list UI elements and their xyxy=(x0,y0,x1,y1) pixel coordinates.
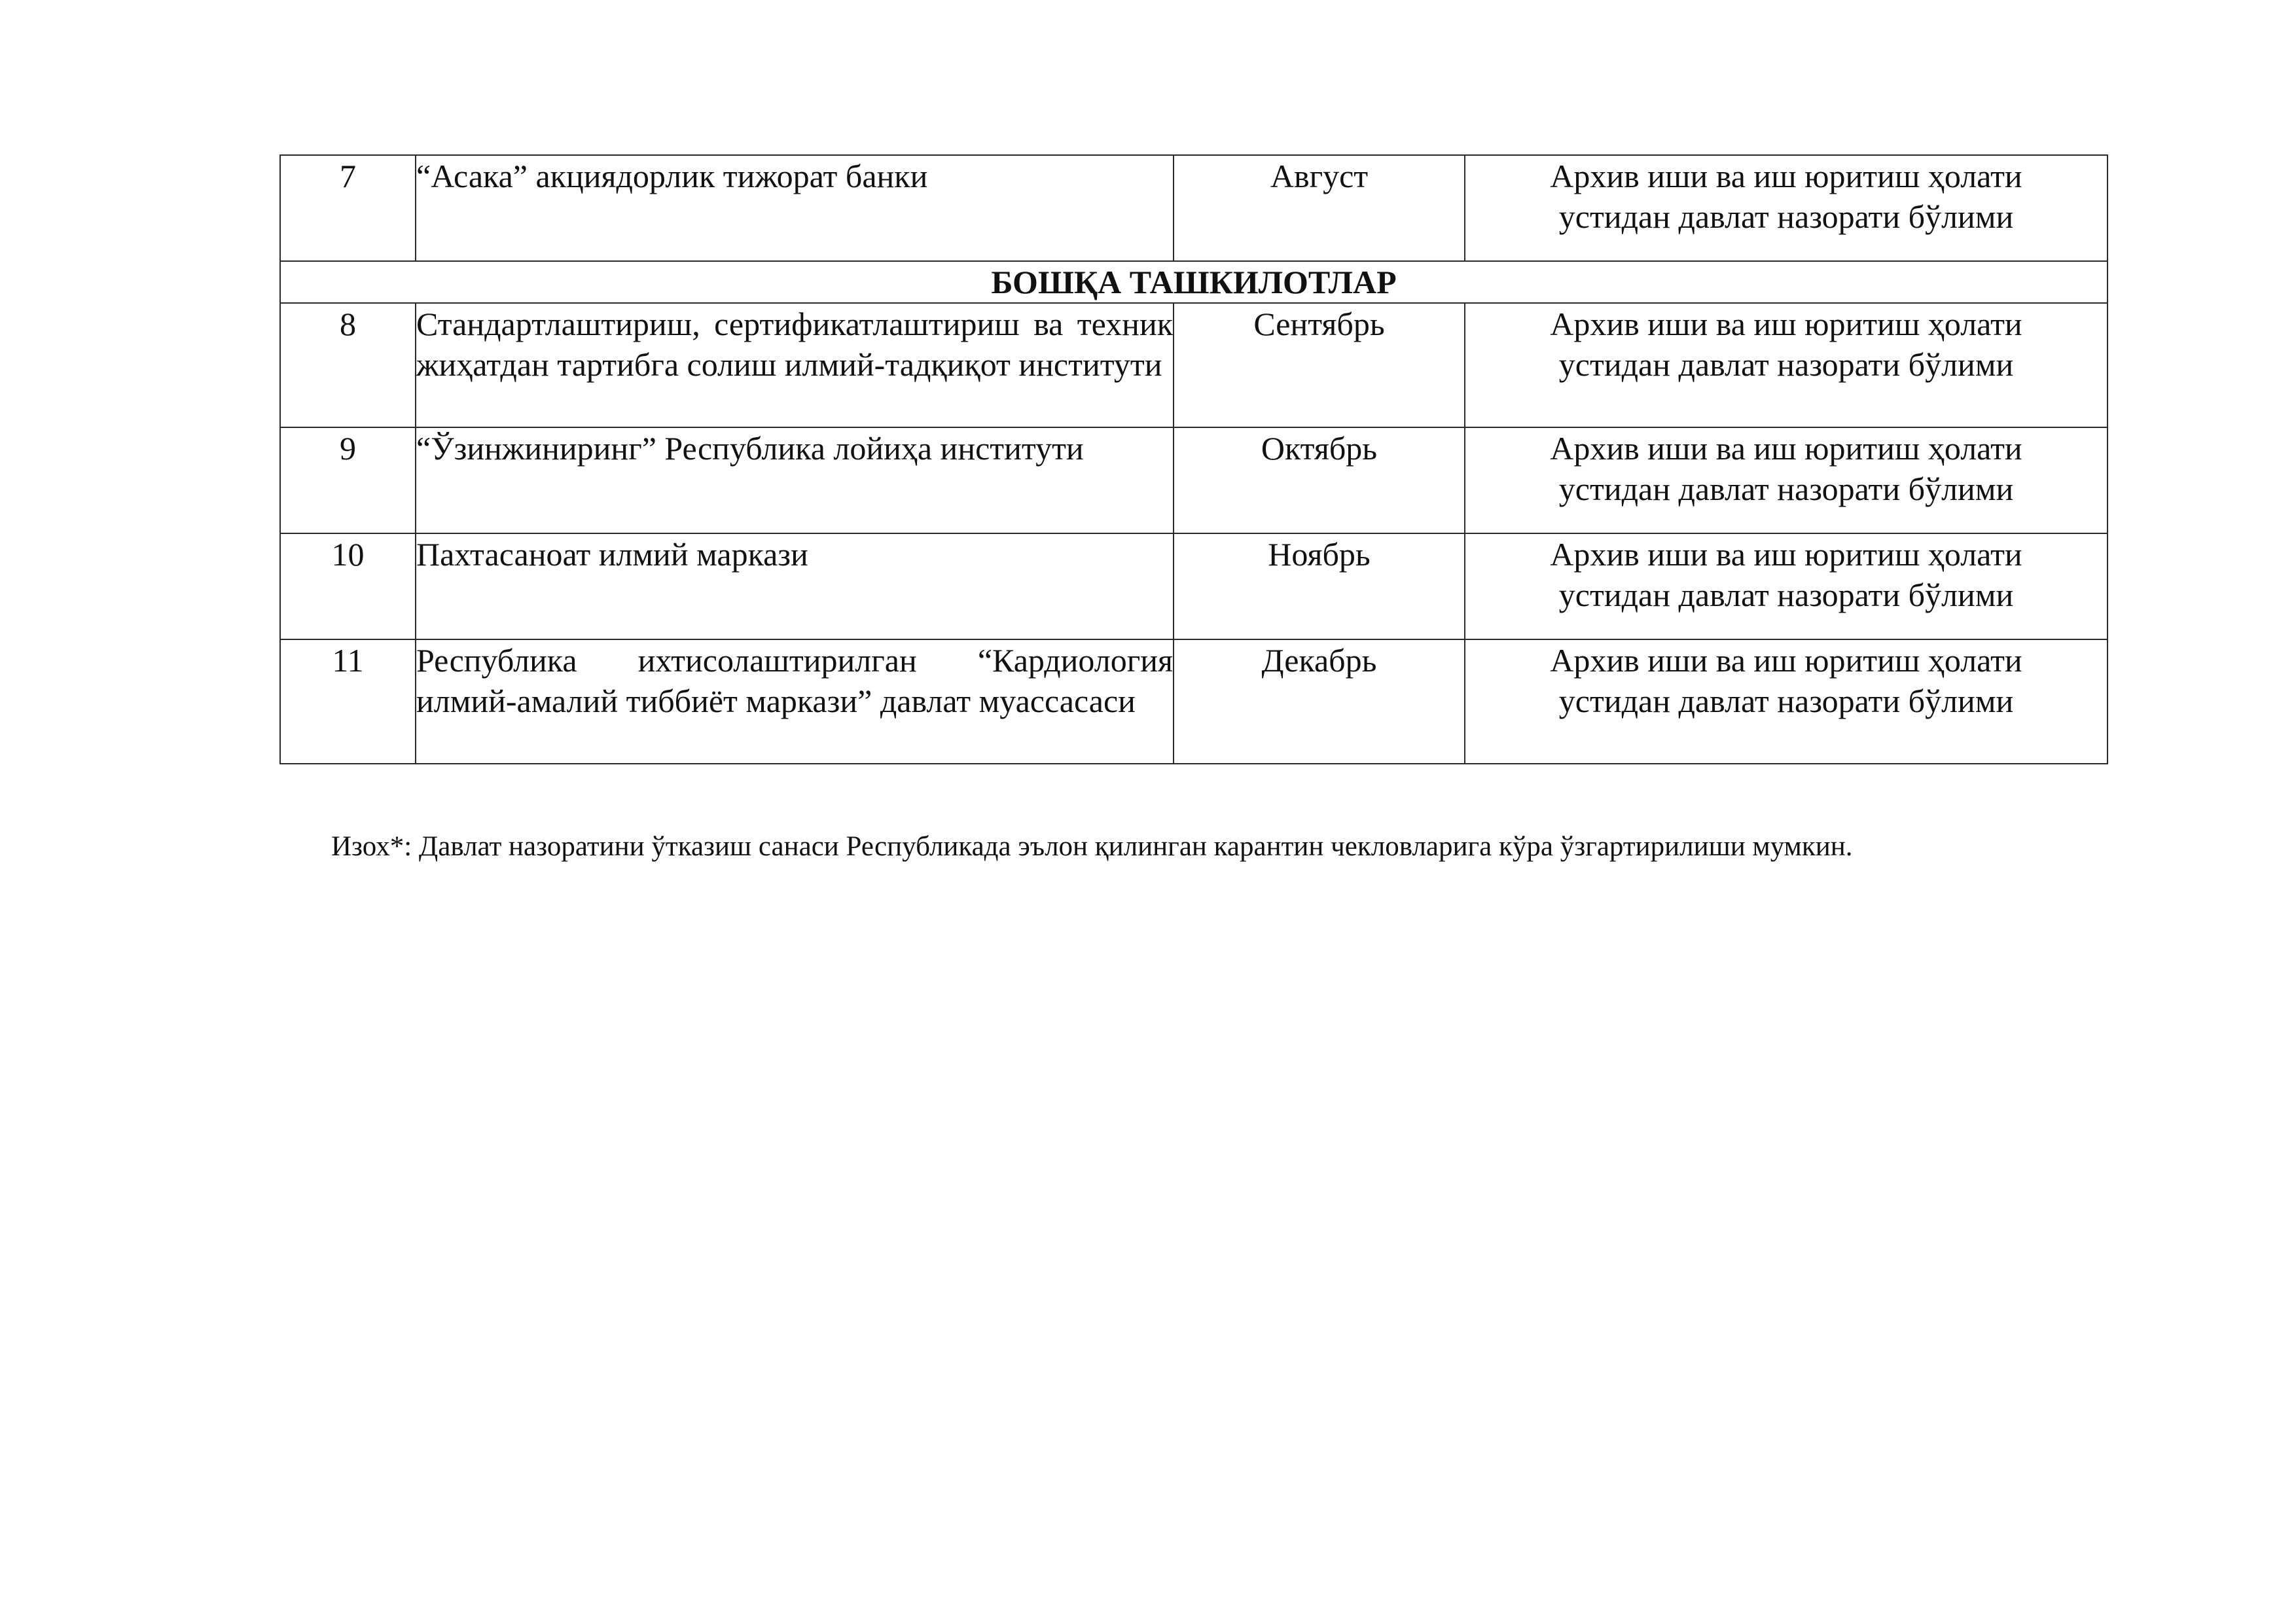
department-line: Архив иши ва иш юритиш ҳолати xyxy=(1550,158,2022,194)
department-line: устидан давлат назорати бўлими xyxy=(1558,471,2014,507)
row-number: 10 xyxy=(280,533,416,639)
department-line: Архив иши ва иш юритиш ҳолати xyxy=(1550,430,2022,467)
inspection-month: Ноябрь xyxy=(1174,533,1465,639)
row-number: 8 xyxy=(280,303,416,427)
responsible-department xyxy=(1465,427,2108,533)
table-row xyxy=(280,427,2108,533)
table-row xyxy=(280,155,2108,261)
responsible-department xyxy=(1465,155,2108,261)
section-heading-row xyxy=(280,261,2108,303)
row-number: 7 xyxy=(280,155,416,261)
section-heading: БОШҚА ТАШКИЛОТЛАР xyxy=(280,261,2108,303)
department-line: устидан давлат назорати бўлими xyxy=(1558,198,2014,235)
inspection-month: Октябрь xyxy=(1174,427,1465,533)
responsible-department xyxy=(1465,303,2108,427)
organization-name: Республика ихтисолаштирилган “Кардиология илмий-амалий тиббиёт маркази” давлат муассасаси xyxy=(416,639,1174,764)
organization-name: “Асака” акциядорлик тижорат банки xyxy=(416,155,1174,261)
footnote: Изох*: Давлат назоратини ўтказиш санаси Республикада эълон қилинган карантин чекловларига кўра ўзгартирилиши мумкин. xyxy=(331,831,1853,862)
row-number: 11 xyxy=(280,639,416,764)
responsible-department xyxy=(1465,639,2108,764)
table-row xyxy=(280,533,2108,639)
organization-name: Стандартлаштириш, сертификатлаштириш ва техник жиҳатдан тартибга солиш илмий-тадқиқот институти xyxy=(416,303,1174,427)
department-line: Архив иши ва иш юритиш ҳолати xyxy=(1550,536,2022,573)
organization-name: “Ўзинжиниринг” Республика лойиҳа институти xyxy=(416,427,1174,533)
inspection-month: Сентябрь xyxy=(1174,303,1465,427)
department-line: Архив иши ва иш юритиш ҳолати xyxy=(1550,642,2022,679)
inspection-schedule-table xyxy=(279,154,2108,764)
row-number: 9 xyxy=(280,427,416,533)
department-line: устидан давлат назорати бўлими xyxy=(1558,346,2014,383)
responsible-department xyxy=(1465,533,2108,639)
table-row xyxy=(280,639,2108,764)
table-row xyxy=(280,303,2108,427)
organization-name: Пахтасаноат илмий маркази xyxy=(416,533,1174,639)
inspection-month: Август xyxy=(1174,155,1465,261)
department-line: Архив иши ва иш юритиш ҳолати xyxy=(1550,306,2022,342)
inspection-month: Декабрь xyxy=(1174,639,1465,764)
department-line: устидан давлат назорати бўлими xyxy=(1558,577,2014,613)
department-line: устидан давлат назорати бўлими xyxy=(1558,683,2014,719)
